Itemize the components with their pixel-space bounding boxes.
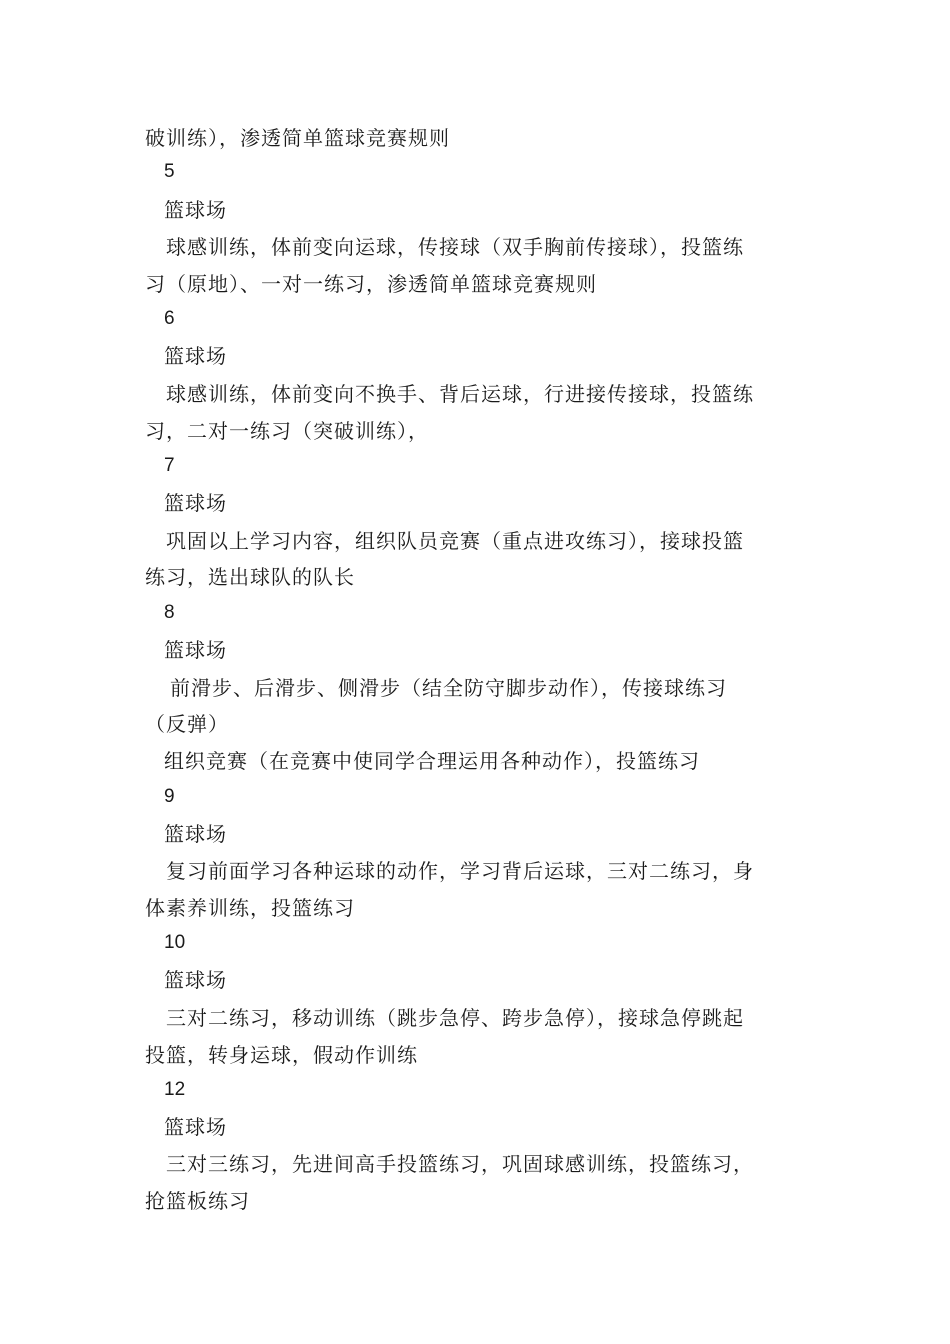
venue-label: 篮球场 [164, 344, 227, 368]
venue-label: 篮球场 [164, 822, 227, 846]
venue-label: 篮球场 [164, 638, 227, 662]
content-line: 三对二练习，移动训练（跳步急停、跨步急停），接球急停跳起 [166, 1006, 744, 1030]
lesson-number: 8 [164, 602, 175, 623]
lesson-number: 10 [164, 932, 186, 953]
venue-label: 篮球场 [164, 968, 227, 992]
content-line: 复习前面学习各种运球的动作，学习背后运球，三对二练习，身 [166, 859, 754, 883]
lesson-number: 5 [164, 161, 175, 182]
lesson-number: 9 [164, 786, 175, 807]
content-line: （反弹） [145, 712, 229, 736]
content-line: 抢篮板练习 [145, 1189, 250, 1213]
lesson-number: 12 [164, 1079, 186, 1100]
content-line: 习，二对一练习（突破训练）， [145, 419, 429, 443]
content-line: 习（原地）、一对一练习，渗透简单篮球竞赛规则 [145, 272, 597, 296]
venue-label: 篮球场 [164, 491, 227, 515]
lesson-number: 7 [164, 455, 175, 476]
content-line: 球感训练，体前变向运球，传接球（双手胸前传接球），投篮练 [166, 235, 744, 259]
intro-tail-text: 破训练），渗透简单篮球竞赛规则 [145, 126, 450, 150]
lesson-number: 6 [164, 308, 175, 329]
venue-label: 篮球场 [164, 198, 227, 222]
content-line: 练习，选出球队的队长 [145, 565, 355, 589]
content-line: 球感训练，体前变向不换手、背后运球，行进接传接球，投篮练 [166, 382, 754, 406]
venue-label: 篮球场 [164, 1115, 227, 1139]
content-line: 投篮，转身运球，假动作训练 [145, 1043, 418, 1067]
content-line: 体素养训练，投篮练习 [145, 896, 355, 920]
content-line: 组织竞赛（在竞赛中使同学合理运用各种动作），投篮练习 [164, 749, 700, 773]
content-line: 前滑步、后滑步、侧滑步（结全防守脚步动作），传接球练习 [170, 676, 727, 700]
content-line: 巩固以上学习内容，组织队员竞赛（重点进攻练习），接球投篮 [166, 529, 744, 553]
content-line: 三对三练习，先进间高手投篮练习，巩固球感训练，投篮练习， [166, 1152, 754, 1176]
